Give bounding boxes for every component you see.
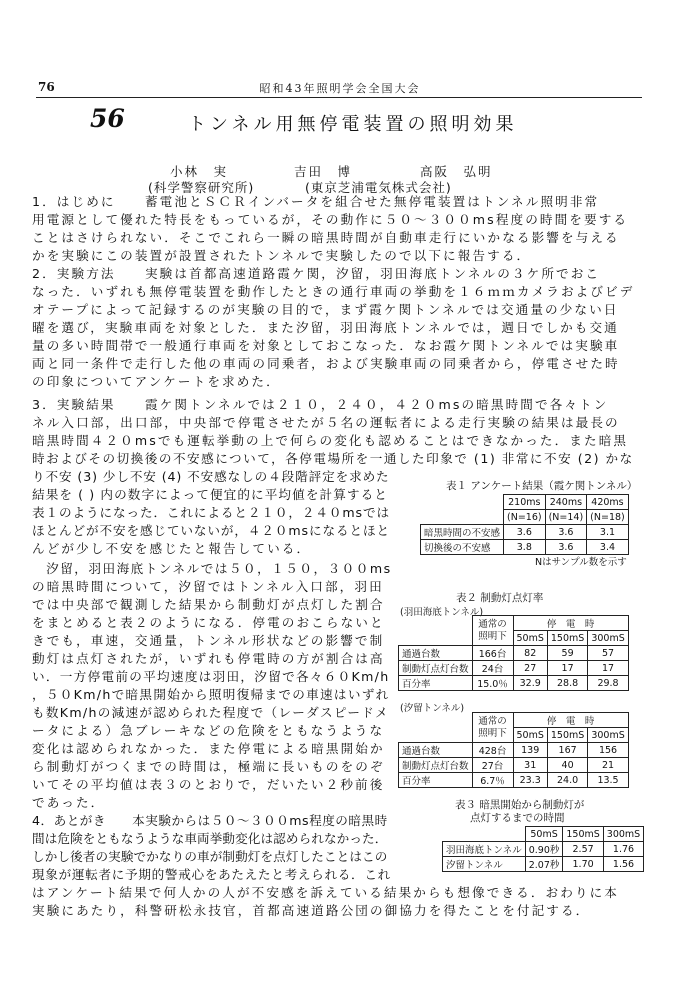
cell: 57 xyxy=(588,646,628,661)
body-line: り不安 (3) 少し不安 (4) 不安感なしの４段階評定を求めた xyxy=(32,469,390,484)
cell: 82 xyxy=(513,646,547,661)
body-line: 時およびその切換後の不安感について，各停電場所を一通した印象で (1) 非常に不安 (2) かな xyxy=(32,451,634,466)
table1-col-header xyxy=(587,495,629,510)
body-line: 動灯は点灯されたが，いずれも停電時の方が割合は高 xyxy=(32,651,385,666)
body-line: ことはさけられない．そこでこれら一瞬の暗黒時間が自動車走行にいかなる影響を与える xyxy=(32,230,620,245)
body-line: ネル入口部，出口部，中央部で停電させたが５名の運転者による走行実験の結果は最長の xyxy=(32,415,620,430)
table2-col: 150mS xyxy=(547,728,587,743)
body-line: であった． xyxy=(32,795,106,810)
table-row xyxy=(399,758,629,773)
row-label: 制動灯点灯台数 xyxy=(399,758,473,773)
cell: 1.56 xyxy=(603,857,643,872)
header-rule xyxy=(36,97,642,98)
table-row xyxy=(399,743,629,758)
table2-corner xyxy=(399,616,473,646)
body-line: の印象についてアンケートを求めた． xyxy=(32,374,281,389)
table2-col: 50mS xyxy=(513,631,547,646)
cell: 17 xyxy=(588,661,628,676)
author-3: 高阪 弘明 xyxy=(420,164,493,179)
row-label: 制動灯点灯台数 xyxy=(399,661,473,676)
cell: 24.0 xyxy=(547,773,587,788)
body-line: 汐留，羽田海底トンネルでは５０，１５０，３００ms xyxy=(32,561,392,576)
affiliation-2: (東京芝浦電気株式会社) xyxy=(305,180,452,195)
body-line: では中央部で観測した結果から制動灯が点灯した割合 xyxy=(32,597,385,612)
cell: 27台 xyxy=(472,758,513,773)
col-value: 240ms xyxy=(549,496,583,508)
row-label: 暗黒時間の不安感 xyxy=(421,525,504,540)
body-line: 両と同一条件で走行した他の車両の同乗者，および実験車両の同乗者から，停電させた時 xyxy=(32,356,620,371)
cell: 13.5 xyxy=(588,773,628,788)
cell: 29.8 xyxy=(588,676,628,691)
body-line: 曜を選び，実験車両を対象とした．また汐留，羽田海底トンネルでは，週日でしかも交通 xyxy=(32,320,619,335)
row-label: 切換後の不安感 xyxy=(421,540,504,555)
table2-normal-header: 通常の照明下 xyxy=(472,616,513,646)
body-line: 間は危険をともなうような車両挙動変化は認められなかった． xyxy=(32,831,388,846)
body-line: 変化は認められなかった．また停電による暗黒開始か xyxy=(32,741,385,756)
row-label: 通過台数 xyxy=(399,743,473,758)
table2-col: 150mS xyxy=(547,631,587,646)
body-line: 1．はじめに 蓄電池とＳＣＲインバータを組合せた無停電装置はトンネル照明非常 xyxy=(32,194,600,209)
cell: 167 xyxy=(547,743,587,758)
table2-shiodome xyxy=(398,712,629,788)
table-row xyxy=(443,857,644,872)
body-line: 現象が運転者に予期的警戒心をあたえたと考えられる．これ xyxy=(32,867,391,882)
cell: 2.57 xyxy=(563,842,603,857)
body-line: 用電源として優れた特長をもっているが，その動作に５０～３００ms程度の時間を要する xyxy=(32,212,629,227)
table3-col: 50mS xyxy=(525,827,563,842)
cell: 15.0％ xyxy=(472,676,513,691)
body-line: ほとんどが不安を感じていないが，４２０msになるとほと xyxy=(32,523,390,538)
author-2: 吉田 博 xyxy=(294,164,353,179)
row-label: 百分率 xyxy=(399,676,473,691)
cell: 1.76 xyxy=(603,842,643,857)
table2-corner xyxy=(399,713,473,743)
cell: 24台 xyxy=(472,661,513,676)
table2-outage-header: 停 電 時 xyxy=(513,616,628,631)
body-line: はアンケート結果で何人かの人が不安感を訴えている結果からも想像できる．おわりに本 xyxy=(32,885,619,900)
cell: 23.3 xyxy=(513,773,547,788)
body-line: なった．いずれも無停電装置を動作したときの通行車両の挙動を１６ｍｍカメラおよびビデ xyxy=(32,284,635,299)
body-line: しかし後者の実験でかなりの車が制動灯を点灯したことはこの xyxy=(32,849,388,864)
paper-title: トンネル用無停電装置の照明効果 xyxy=(188,114,518,135)
cell: 166台 xyxy=(472,646,513,661)
running-title: 昭和43年照明学会全国大会 xyxy=(259,82,421,95)
row-label: 羽田海底トンネル xyxy=(443,842,526,857)
row-label: 汐留トンネル xyxy=(443,857,526,872)
table1-col-header xyxy=(504,495,546,510)
table2-outage-header: 停 電 時 xyxy=(513,713,628,728)
table1-note: Nはサンプル数を示す xyxy=(535,557,627,568)
table-row xyxy=(399,773,629,788)
body-line: ，５０Km/hで暗黒開始から照明復帰までの車速はいずれ xyxy=(32,687,390,702)
cell: 3.4 xyxy=(587,540,629,555)
cell: 31 xyxy=(513,758,547,773)
cell: 3.1 xyxy=(587,525,629,540)
body-line: オテープによって記録するのが実験の目的で，まず霞ケ関トンネルでは交通量の少ない日 xyxy=(32,302,619,317)
body-line: い．一方停電前の平均速度は羽田，汐留で各々６０Km/h xyxy=(32,669,390,684)
affiliation-1: (科学警察研究所) xyxy=(148,180,255,195)
cell: 428台 xyxy=(472,743,513,758)
cell: 139 xyxy=(513,743,547,758)
body-line: も数Km/hの減速が認められた程度で（レーダスピードメ xyxy=(32,705,389,720)
body-line: かを実験にこの装置が設置されたトンネルで実験したので以下に報告する． xyxy=(32,248,532,263)
table2-col: 300mS xyxy=(588,728,628,743)
cell: 28.8 xyxy=(547,676,587,691)
table2-haneda xyxy=(398,615,629,691)
cell: 3.6 xyxy=(504,525,546,540)
table1-col-header xyxy=(545,495,587,510)
table2-col: 50mS xyxy=(513,728,547,743)
body-line: んどが少し不安を感じたと報告している． xyxy=(32,541,312,556)
table3-col: 150mS xyxy=(563,827,603,842)
table2-normal-header: 通常の照明下 xyxy=(472,713,513,743)
cell: 1.70 xyxy=(563,857,603,872)
col-value: 420ms xyxy=(591,496,624,508)
table2-haneda-label: (羽田海底トンネル) xyxy=(400,607,484,618)
table1-col-count: (N=14) xyxy=(545,510,587,525)
body-line: 暗黒時間４２０msでも運転挙動の上で何らの変化も認めることはできなかった．また暗黒 xyxy=(32,433,629,448)
body-line: 量の多い時間帯で一般通行車両を対象としておこなった．なお霞ケ関トンネルでは実験車 xyxy=(32,338,620,353)
body-line: 4．あとがき 本実験からは５０～３００ms程度の暗黒時 xyxy=(32,813,388,828)
cell: 156 xyxy=(588,743,628,758)
table-row xyxy=(443,842,644,857)
cell: 21 xyxy=(588,758,628,773)
table2-col: 300mS xyxy=(588,631,628,646)
table1 xyxy=(420,494,629,555)
body-line: をまとめると表２のようになる．停電のおこらないと xyxy=(32,615,385,630)
row-label: 百分率 xyxy=(399,773,473,788)
body-line: の暗黒時間について，汐留ではトンネル入口部，羽田 xyxy=(32,579,384,594)
cell: 3.6 xyxy=(545,540,587,555)
cell: 3.6 xyxy=(545,525,587,540)
table1-col-count: (N=16) xyxy=(504,510,546,525)
body-line: 2．実験方法 実験は首都高速道路霞ケ関，汐留，羽田海底トンネルの３ケ所でおこ xyxy=(32,266,601,281)
cell: 17 xyxy=(547,661,587,676)
cell: 3.8 xyxy=(504,540,546,555)
table3-col: 300mS xyxy=(603,827,643,842)
table3 xyxy=(442,826,644,872)
body-line: いてその平均値は表３のとおりで，だいたい２秒前後 xyxy=(32,777,385,792)
table1-corner xyxy=(421,495,504,525)
body-line: きでも，車速，交通量，トンネル形状などの影響で制 xyxy=(32,633,385,648)
table-row xyxy=(399,646,629,661)
row-label: 通過台数 xyxy=(399,646,473,661)
page-number: 76 xyxy=(38,80,55,94)
table-row xyxy=(399,661,629,676)
cell: 40 xyxy=(547,758,587,773)
table-row xyxy=(399,676,629,691)
paper-number: 56 xyxy=(90,104,125,133)
table-row xyxy=(421,525,629,540)
table3-caption-2: 点灯するまでの時間 xyxy=(470,812,565,824)
cell: 32.9 xyxy=(513,676,547,691)
author-1: 小林 実 xyxy=(170,164,229,179)
table-row xyxy=(421,540,629,555)
body-line: 結果を ( ) 内の数字によって便宜的に平均値を計算すると xyxy=(32,487,388,502)
cell: 2.07秒 xyxy=(525,857,563,872)
body-line: ら制動灯がつくまでの時間は，極端に長いものをのぞ xyxy=(32,759,385,774)
table1-col-count: (N=18) xyxy=(587,510,629,525)
table2-shiodome-label: (汐留トンネル) xyxy=(400,703,465,714)
cell: 59 xyxy=(547,646,587,661)
table2-caption: 表２ 制動灯点灯率 xyxy=(456,592,544,604)
body-line: 表１のようになった．これによると２１０，２４０msでは xyxy=(32,505,390,520)
col-value: 210ms xyxy=(508,496,541,508)
table1-caption: 表１ アンケート結果（霞ケ関トンネル） xyxy=(446,480,638,492)
table3-corner xyxy=(443,827,526,842)
body-line: ータによる）急ブレーキなどの危険をともなうような xyxy=(32,723,385,738)
cell: 0.90秒 xyxy=(525,842,563,857)
cell: 27 xyxy=(513,661,547,676)
table3-caption-1: 表３ 暗黒開始から制動灯が xyxy=(455,799,585,811)
body-line: 3．実験結果 霞ケ関トンネルでは２１０，２４０，４２０msの暗黒時間で各々トン xyxy=(32,397,609,412)
cell: 6.7％ xyxy=(472,773,513,788)
body-line: 実験にあたり，科警研松永技官，首都高速道路公団の御協力を得たことを付記する． xyxy=(32,903,591,918)
